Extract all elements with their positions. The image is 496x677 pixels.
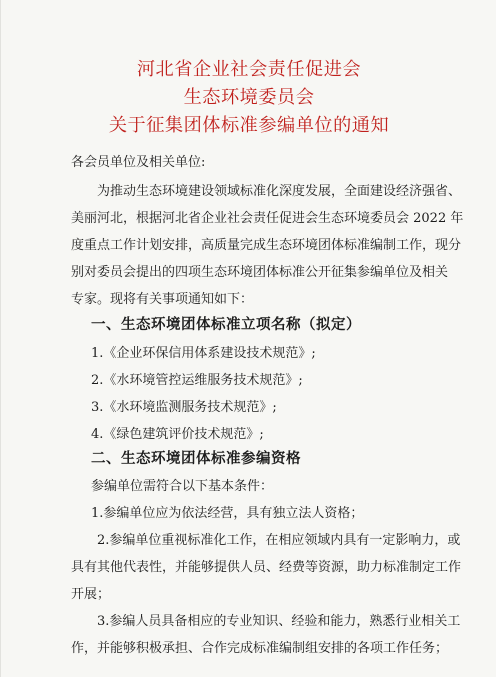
intro-line-5: 专家。现将有关事项通知如下： — [71, 292, 254, 307]
section2-condition-1: 1.参编单位应为依法经营，具有独立法人资格； — [91, 506, 364, 521]
document-title-line-1: 河北省企业社会责任促进会 — [136, 59, 362, 80]
section1-item-2: 2.《水环境管控运维服务技术规范》; — [91, 373, 303, 388]
document-title-line-3: 关于征集团体标准参编单位的通知 — [108, 115, 390, 136]
section1-heading: 一、生态环境团体标准立项名称（拟定） — [91, 317, 361, 333]
section2-condition-2-line-1: 2.参编单位重视标准化工作，在相应领域内具有一定影响力，或 — [97, 533, 461, 548]
section1-item-3: 3.《水环境监测服务技术规范》; — [91, 400, 277, 415]
section2-lead: 参编单位需符合以下基本条件： — [91, 479, 274, 494]
section1-item-1: 1.《企业环保信用体系建设技术规范》; — [91, 346, 316, 361]
document-title-line-2: 生态环境委员会 — [183, 87, 315, 108]
salutation: 各会员单位及相关单位: — [71, 155, 206, 170]
section2-condition-3-line-2: 作，并能够积极承担、合作完成标准编制组安排的各项工作任务； — [71, 641, 449, 656]
section2-condition-2-line-3: 开展； — [71, 587, 111, 602]
section1-item-4: 4.《绿色建筑评价技术规范》; — [91, 427, 264, 442]
intro-line-2: 美丽河北，根据河北省企业社会责任促进会生态环境委员会 2022 年 — [71, 211, 464, 226]
intro-line-3: 度重点工作计划安排，高质量完成生态环境团体标准编制工作，现分 — [71, 238, 462, 253]
intro-line-1: 为推动生态环境建设领域标准化深度发展，全面建设经济强省、 — [97, 184, 462, 199]
section2-condition-2-line-2: 具有其他代表性，并能够提供人员、经费等资源，助力标准制定工作 — [71, 560, 462, 575]
section2-heading: 二、生态环境团体标准参编资格 — [91, 451, 301, 467]
intro-line-4: 别对委员会提出的四项生态环境团体标准公开征集参编单位及相关 — [71, 265, 449, 280]
section2-condition-3-line-1: 3.参编人员具备相应的专业知识、经验和能力，熟悉行业相关工 — [97, 614, 461, 629]
